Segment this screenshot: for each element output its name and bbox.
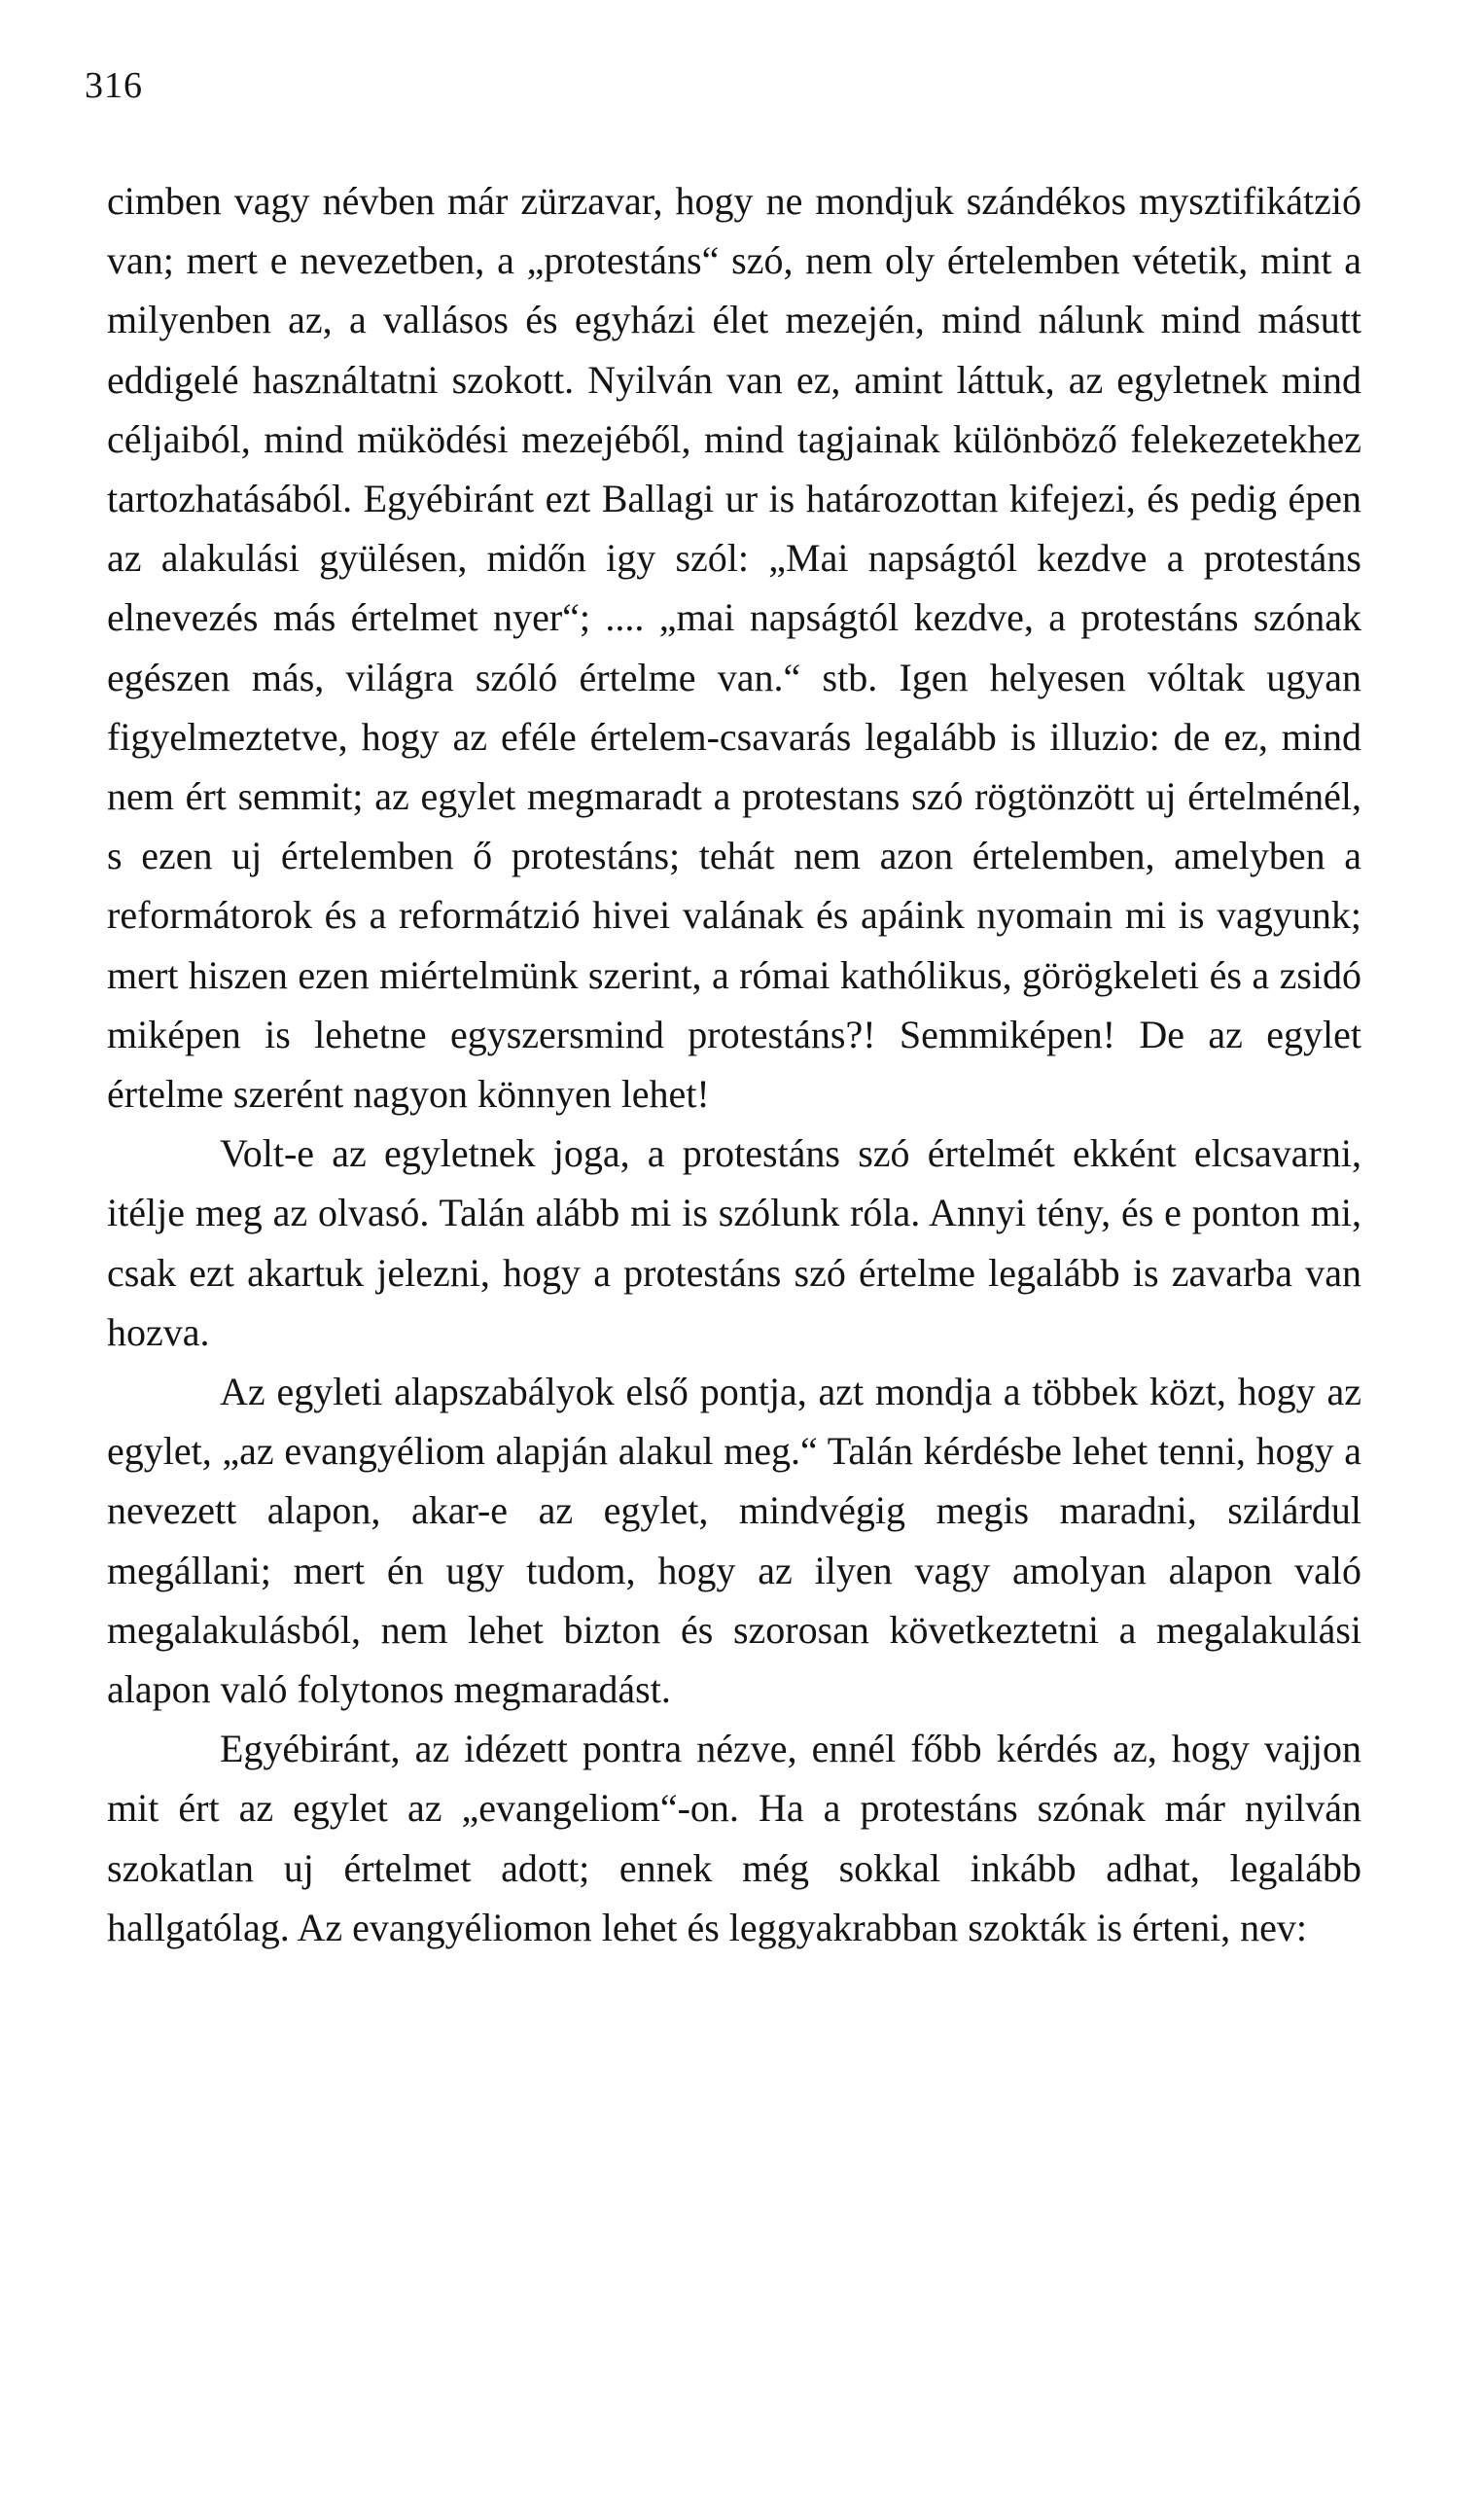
page-number: 316 [85, 65, 143, 106]
paragraph: Az egyleti alapszabályok első pontja, azt mondja a többek közt, hogy az egylet, „az evangyéliom alapján alakul meg.“ Talán kérdésbe lehet tenni, hogy a nevezett alapon, akar-e az egylet, mindvégig megis maradni, szilárdul megállani; mert én ugy tudom, hogy az ilyen vagy amolyan alapon való megalakulásból, nem lehet bizton és szorosan következtetni a megalakulási alapon való folytonos megmaradást. [107, 1370, 1361, 1712]
paragraph: cimben vagy névben már zürzavar, hogy ne mondjuk szándékos mysztifikátzió van; mert e nevezetben, a „protestáns“ szó, nem oly értelemben vétetik, mint a milyenben az, a vallásos és egyházi élet mezején, mind nálunk mind másutt eddigelé használtatni szokott. Nyilván van ez, amint láttuk, az egyletnek mind céljaiból, mind müködési mezejéből, mind tagjainak különböző felekezetekhez tartozhatásából. Egyébiránt ezt Ballagi ur is határozottan kifejezi, és pedig épen az alakulási gyülésen, midőn igy szól: „Mai napságtól kezdve a protestáns elnevezés más értelmet nyer“; .... „mai napságtól kezdve, a protestáns szónak egészen más, világra szóló értelme van.“ stb. Igen helyesen vóltak ugyan figyelmeztetve, hogy az eféle értelem-csavarás legalább is illuzio: de ez, mind nem ért semmit; az egylet megmaradt a protestans szó rögtönzött uj értelménél, s ezen uj értelemben ő protestáns; tehát nem azon értelemben, amelyben a reformátorok és a reformátzió hivei valának és apáink nyomain mi is vagyunk; mert hiszen ezen miértelmünk szerint, a római kathólikus, görögkeleti és a zsidó miképen is lehetne egyszersmind protestáns?! Semmiképen! De az egylet értelme szerént nagyon könnyen lehet! [107, 179, 1361, 1117]
paragraph: Volt-e az egyletnek joga, a protestáns szó értelmét ekként elcsavarni, itélje meg az olvasó. Talán alább mi is szólunk róla. Annyi tény, és e ponton mi, csak ezt akartuk jelezni, hogy a protestáns szó értelme legalább is zavarba van hozva. [107, 1131, 1361, 1354]
body-text [107, 171, 1361, 1957]
paragraph: Egyébiránt, az idézett pontra nézve, ennél főbb kérdés az, hogy vajjon mit ért az egylet az „evangeliom“-on. Ha a protestáns szónak már nyilván szokatlan uj értelmet adott; ennek még sokkal inkább adhat, legalább hallgatólag. Az evangyéliomon lehet és leggyakrabban szokták is érteni, nev: [107, 1727, 1361, 1949]
